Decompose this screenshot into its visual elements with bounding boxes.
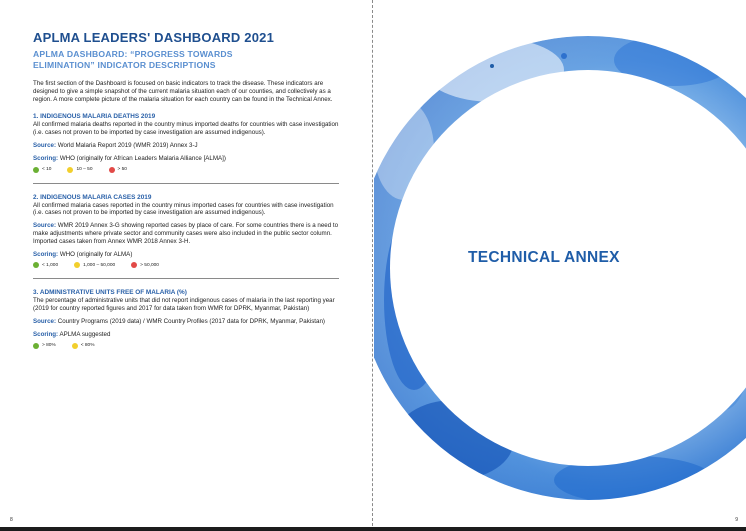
scoring-text: WHO (originally for African Leaders Malaria Alliance [ALMA]) [58,154,226,162]
section-indigenous-cases [33,194,341,269]
section-heading: 1. INDIGENOUS MALARIA DEATHS 2019 [33,113,156,121]
technical-annex-title: TECHNICAL ANNEX [468,249,620,266]
red-dot-icon [109,167,115,173]
legend-label: < 80% [80,343,95,349]
scoring-text: APLMA suggested [58,330,111,338]
section-admin-units [33,289,341,348]
legend-label: < 10 [42,167,52,173]
section-indigenous-deaths [33,113,341,172]
section-source [33,142,341,150]
right-page [374,0,746,531]
section-heading: 3. ADMINISTRATIVE UNITS FREE OF MALARIA (%) [33,289,187,297]
scoring-label: Scoring: [33,330,59,338]
page-number-right: 9 [735,517,738,523]
legend-item-red [131,262,159,268]
section-source [33,318,341,326]
section-source [33,222,341,245]
left-page-content [33,30,341,359]
green-dot-icon [33,343,39,349]
source-label: Source: [33,317,57,325]
section-body: The percentage of administrative units that did not report indigenous cases of malaria in the last reporting year (2019 for country reported figures and 2017 for data taken from WMR for DPRK, Myanmar, Pakistan) [33,297,335,313]
source-label: Source: [33,222,57,230]
legend-label: 10 – 50 [76,167,93,173]
legend-item-yellow [67,167,92,173]
yellow-dot-icon [72,343,78,349]
subtitle-line-2: ELIMINATION” INDICATOR DESCRIPTIONS [33,59,216,70]
section-divider [33,183,339,184]
bottom-edge-bar [0,527,746,531]
section-heading: 2. INDIGENOUS MALARIA CASES 2019 [33,193,152,201]
subtitle-line-1: APLMA DASHBOARD: “PROGRESS TOWARDS [33,49,233,59]
scoring-label: Scoring: [33,250,59,258]
page-title: APLMA LEADERS' DASHBOARD 2021 [33,30,274,45]
legend-label: > 50,000 [140,262,159,268]
scoring-legend [33,343,341,349]
legend-item-red [109,167,127,173]
legend-label: 1,000 – 50,000 [83,262,116,268]
section-scoring [33,251,341,259]
page-number-left: 8 [10,517,13,523]
legend-item-green [33,343,56,349]
page-subtitle [33,49,341,70]
source-label: Source: [33,141,57,149]
source-text: World Malaria Report 2019 (WMR 2019) Annex 3-J [56,141,198,149]
red-dot-icon [131,262,137,268]
legend-label: < 1,000 [42,262,59,268]
source-text: Country Programs (2019 data) / WMR Country Profiles (2017 data for DPRK, Myanmar, Pakistan) [56,317,325,325]
section-scoring [33,155,341,163]
green-dot-icon [33,167,39,173]
scoring-label: Scoring: [33,154,59,162]
section-body: All confirmed malaria deaths reported in the country minus imported deaths for countries with case investigation (i.e. cases not proven to be imported by case investigation are assumed indigenous). [33,121,339,137]
intro-paragraph: The first section of the Dashboard is focused on basic indicators to track the disease. These indicators are designed to give a simple snapshot of the current malaria situation each of our counties, and collectively as a region. A more complete picture of the malaria situation for each country can be found in the Technical Annex. [33,80,333,103]
page-spine-divider [372,0,373,531]
section-body: All confirmed malaria cases reported in the country minus imported cases for countries with case investigation (i.e. cases not proven to be imported by case investigation are assumed indigenous). [33,201,334,217]
legend-label: > 50 [117,167,127,173]
green-dot-icon [33,262,39,268]
legend-item-yellow [74,262,115,268]
source-text: WMR 2019 Annex 3-G showing reported cases by place of care. For some countries there is a need to make adjustments where private sector and community cases were also included in the public sector column. Imported cases taken from Annex WMR 2018 Annex 3-H. [33,222,339,245]
scoring-legend [33,167,341,173]
legend-item-yellow [72,343,95,349]
section-scoring [33,331,341,339]
legend-item-green [33,262,58,268]
section-divider [33,278,339,279]
scoring-text: WHO (originally for ALMA) [58,250,133,258]
legend-item-green [33,167,51,173]
yellow-dot-icon [74,262,80,268]
yellow-dot-icon [67,167,73,173]
scoring-legend [33,262,341,268]
legend-label: > 80% [42,343,56,349]
